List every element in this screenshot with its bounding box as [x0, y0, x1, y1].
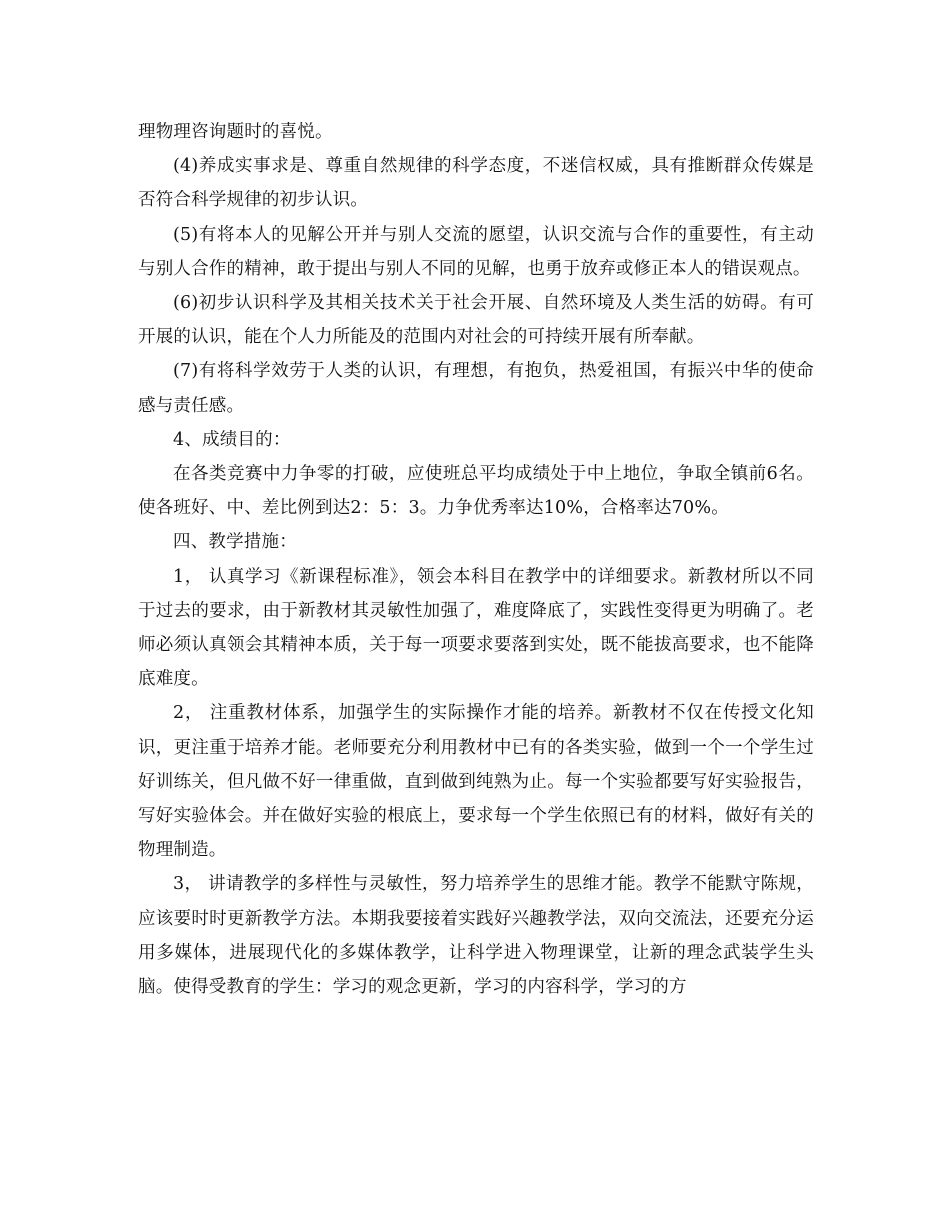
- paragraph-measure-3: 3， 讲请教学的多样性与灵敏性，努力培养学生的思维才能。教学不能默守陈规，应该要时时更新教学方法。本期我要接着实践好兴趣教学法，双向交流法，还要充分运用多媒体，进展现代化的多媒体教学，让科学进入物理课堂，让新的理念武装学生头脑。使得受教育的学生：学习的观念更新，学习的内容科学，学习的方: [138, 874, 814, 998]
- paragraph-measure-1: 1， 认真学习《新课程标准》，领会本科目在教学中的详细要求。新教材所以不同于过去的要求，由于新教材其灵敏性加强了，难度降底了，实践性变得更为明确了。老师必须认真领会其精神本质，关于每一项要求要落到实处，既不能拔高要求，也不能降底难度。: [138, 566, 814, 690]
- section-heading-score-goals: 4、成绩目的：: [173, 429, 291, 450]
- document-body: [138, 115, 814, 1004]
- paragraph-continuation: 理物理咨询题时的喜悦。: [138, 122, 333, 142]
- paragraph-objective-7: (7)有将科学效劳于人类的认识，有理想，有抱负，热爱祖国，有振兴中华的使命感与责任感。: [138, 361, 814, 416]
- paragraph-score-goals: 在各类竞赛中力争零的打破，应使班总平均成绩处于中上地位，争取全镇前6名。使各班好、中、差比例到达2：5：3。力争优秀率达10%，合格率达70%。: [138, 464, 814, 519]
- paragraph-objective-6: (6)初步认识科学及其相关技术关于社会开展、自然环境及人类生活的妨碍。有可开展的认识，能在个人力所能及的范围内对社会的可持续开展有所奉献。: [138, 293, 814, 348]
- paragraph-objective-4: (4)养成实事求是、尊重自然规律的科学态度，不迷信权威，具有推断群众传媒是否符合科学规律的初步认识。: [138, 156, 814, 211]
- paragraph-measure-2: 2， 注重教材体系，加强学生的实际操作才能的培养。新教材不仅在传授文化知识，更注重于培养才能。老师要充分利用教材中已有的各类实验，做到一个一个学生过好训练关，但凡做不好一律重做，直到做到纯熟为止。每一个实验都要写好实验报告，写好实验体会。并在做好实验的根底上，要求每一个学生依照已有的材料，做好有关的物理制造。: [138, 703, 814, 861]
- paragraph-objective-5: (5)有将本人的见解公开并与别人交流的愿望，认识交流与合作的重要性，有主动与别人合作的精神，敢于提出与别人不同的见解，也勇于放弃或修正本人的错误观点。: [138, 224, 814, 279]
- section-heading-teaching-measures: 四、教学措施：: [173, 532, 297, 553]
